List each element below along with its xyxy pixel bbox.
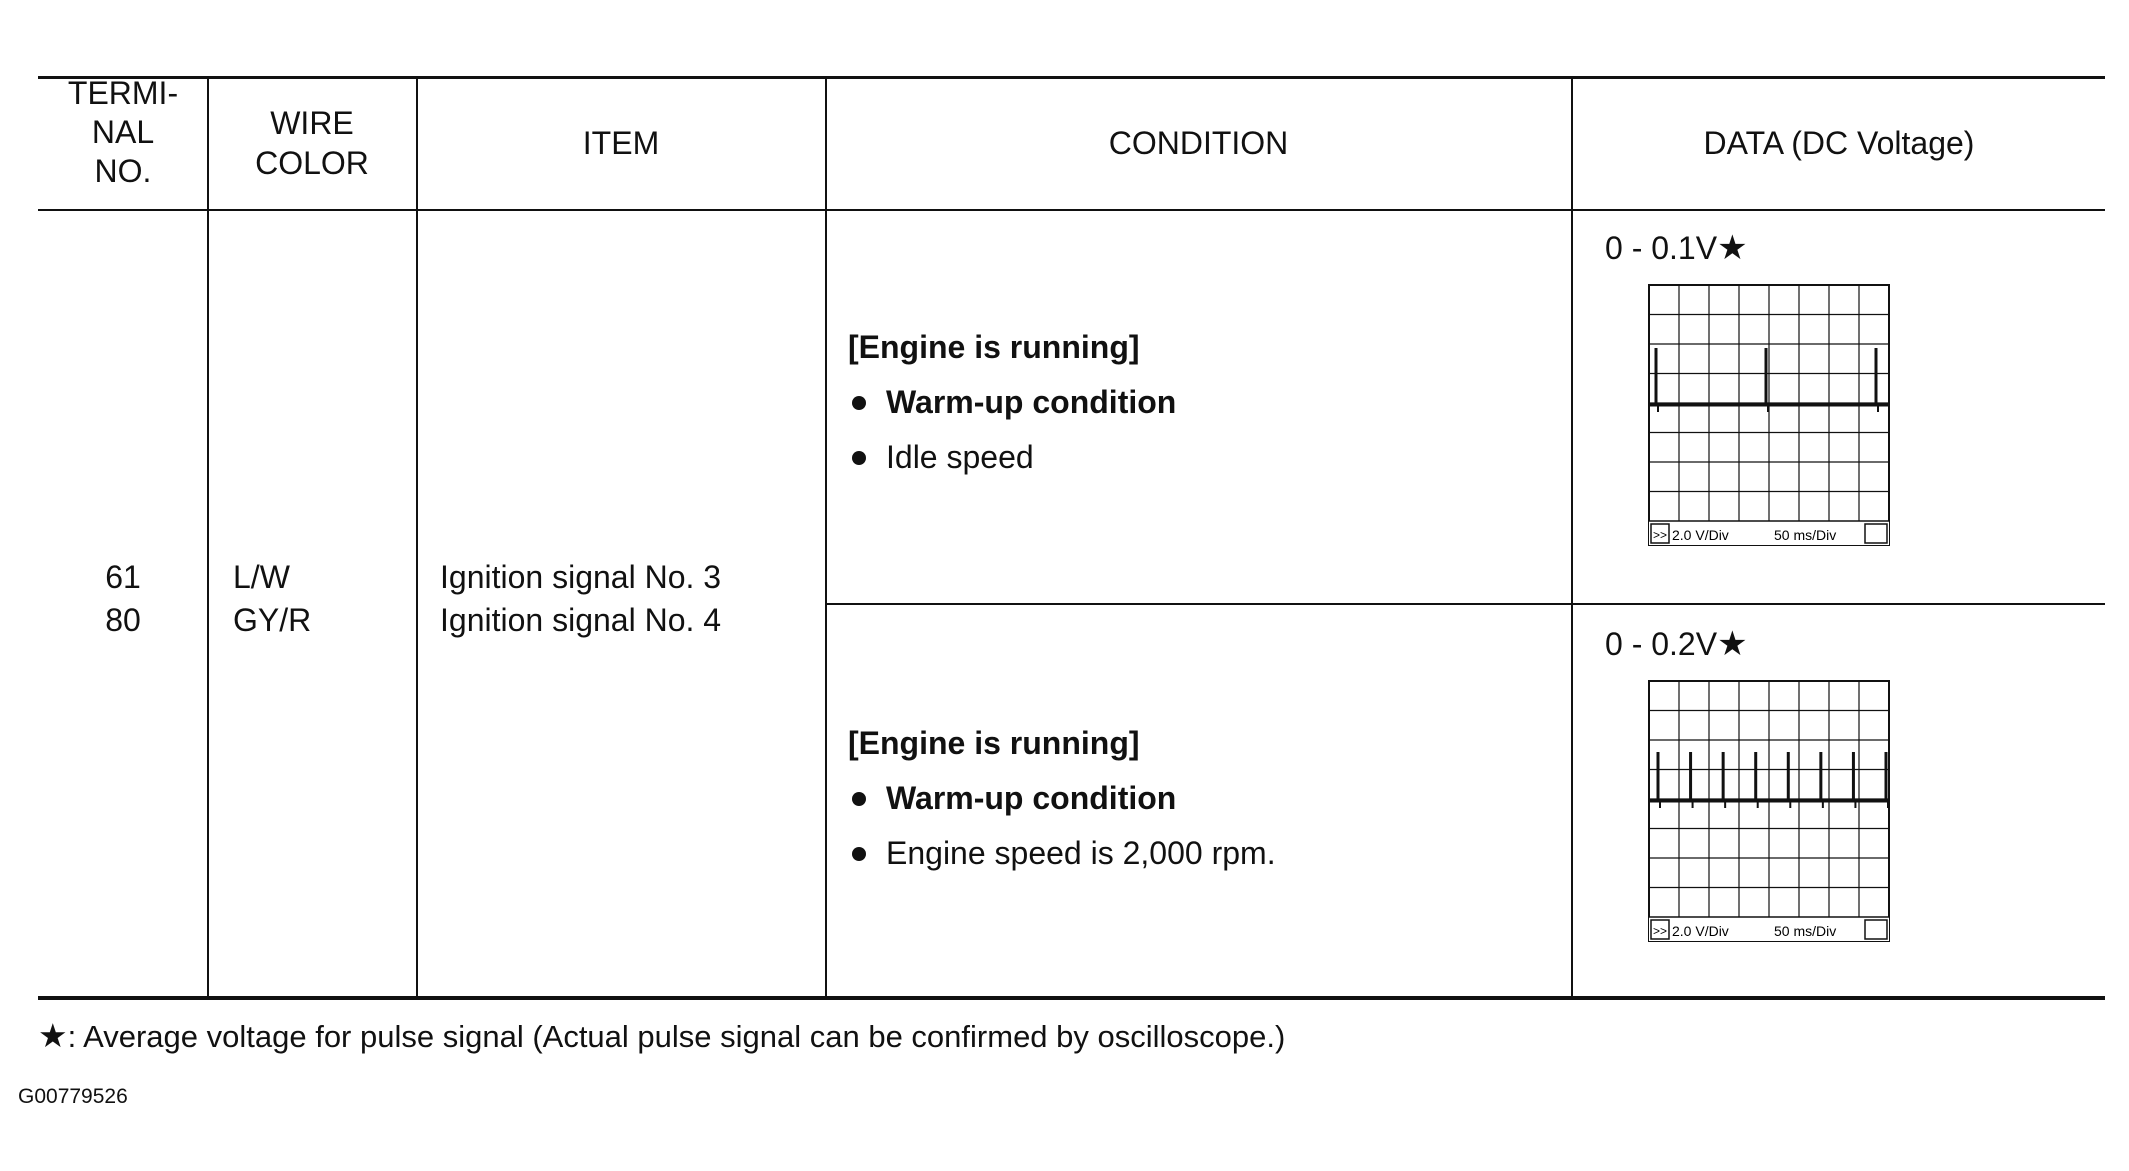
column-divider (825, 76, 827, 998)
scope-end-box (1865, 920, 1887, 939)
star-icon: ★ (1717, 625, 1748, 663)
star-icon: ★ (38, 1017, 68, 1054)
scope-marker: >> (1652, 924, 1668, 938)
voltage-label: 0 - 0.2V★ (1605, 625, 1748, 663)
wire-color: L/W (233, 559, 290, 595)
condition-bullet: Warm-up condition (848, 771, 1276, 826)
scope-time-div: 50 ms/Div (1774, 527, 1837, 543)
header-wire-color: WIRE COLOR (255, 105, 369, 181)
condition-2000rpm (848, 716, 1276, 881)
footnote-text: : Average voltage for pulse signal (Actual pulse signal can be confirmed by oscilloscope.) (67, 1019, 1286, 1054)
terminal-no: 80 (105, 602, 141, 638)
header-terminal-no: TERMI- NAL NO. (67, 75, 179, 190)
scope-volt-div: 2.0 V/Div (1672, 527, 1729, 543)
scope-marker: >> (1652, 528, 1668, 542)
condition-idle (848, 320, 1176, 485)
bullet-icon (852, 396, 866, 410)
scope-time-div: 50 ms/Div (1774, 923, 1837, 939)
terminal-numbers (40, 556, 206, 642)
table-bottom-rule (38, 996, 2105, 1000)
condition-bullet: Idle speed (848, 430, 1176, 485)
header-item: ITEM (582, 124, 660, 161)
bullet-icon (852, 847, 866, 861)
voltage-label: 0 - 0.1V★ (1605, 229, 1748, 267)
footnote (38, 1016, 1285, 1055)
column-divider (207, 76, 209, 998)
oscilloscope-trace (1648, 680, 1890, 942)
header-data: DATA (DC Voltage) (1703, 124, 1975, 161)
star-icon: ★ (1717, 229, 1748, 267)
scope-volt-div: 2.0 V/Div (1672, 923, 1729, 939)
wire-color: GY/R (233, 602, 312, 638)
item-name: Ignition signal No. 4 (440, 602, 722, 638)
oscilloscope-trace (1648, 284, 1890, 546)
column-divider (416, 76, 418, 998)
figure-id: G00779526 (18, 1085, 128, 1108)
item-names (440, 556, 721, 642)
row-divider (826, 603, 2105, 605)
condition-bullet: Engine speed is 2,000 rpm. (848, 826, 1276, 881)
item-name: Ignition signal No. 3 (440, 559, 722, 595)
header-condition: CONDITION (1108, 124, 1289, 161)
bullet-icon (852, 451, 866, 465)
condition-bullet: Warm-up condition (848, 375, 1176, 430)
bullet-icon (852, 792, 866, 806)
scope-end-box (1865, 524, 1887, 543)
terminal-no: 61 (105, 559, 141, 595)
condition-heading: [Engine is running] (848, 725, 1140, 761)
wire-colors (233, 556, 311, 642)
condition-heading: [Engine is running] (848, 329, 1140, 365)
column-divider (1571, 76, 1573, 998)
